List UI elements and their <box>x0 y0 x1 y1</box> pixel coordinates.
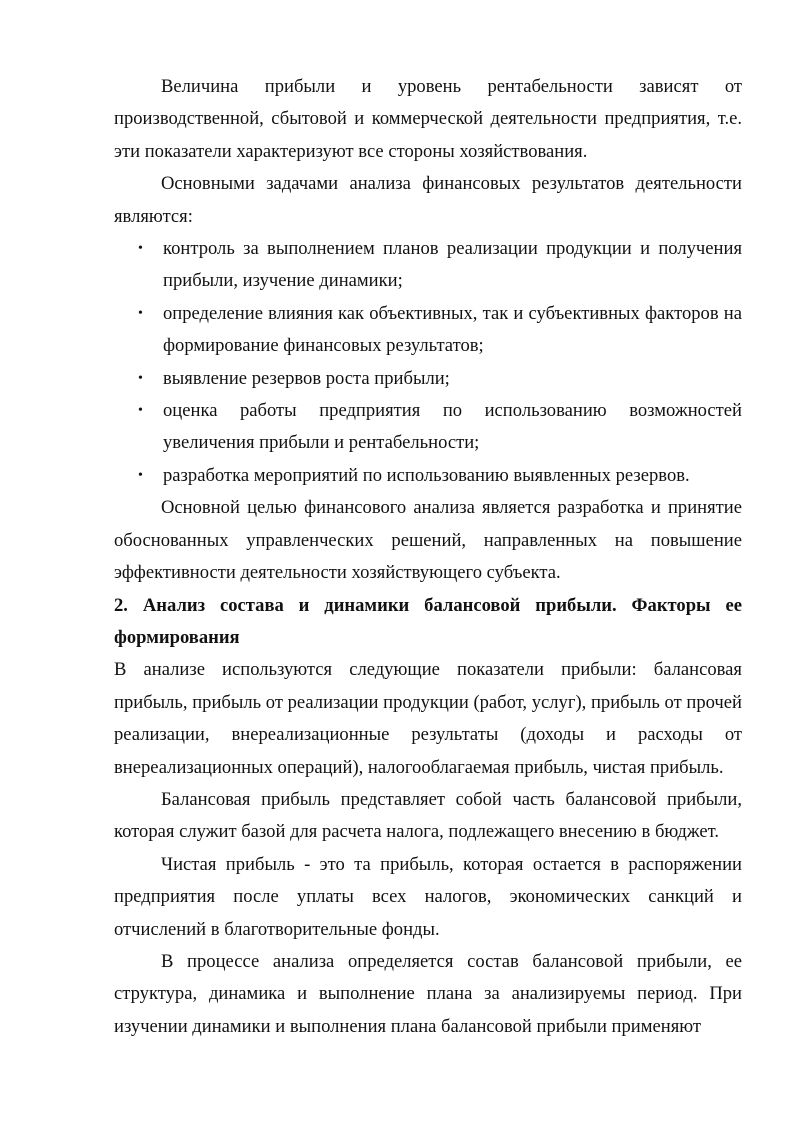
analysis-tasks-list <box>114 233 742 492</box>
bullet-icon: • <box>138 467 143 483</box>
list-item-text: контроль за выполнением планов реализации продукции и получения прибыли, изучение динамики; <box>163 238 742 292</box>
list-item-text: оценка работы предприятия по использованию возможностей увеличения прибыли и рентабельности; <box>163 400 742 454</box>
paragraph-analysis-process: В процессе анализа определяется состав балансовой прибыли, ее структура, динамика и выполнение плана за анализируемы период. При изучении динамики и выполнения плана балансовой прибыли применяют <box>114 950 742 1037</box>
bullet-icon: • <box>138 241 143 257</box>
list-item <box>114 395 742 460</box>
paragraph-financial-analysis-goal: Основной целью финансового анализа является разработка и принятие обоснованных управленческих решений, направленных на повышение эффективности деятельности хозяйствующего субъекта. <box>114 497 742 584</box>
paragraph-net-profit: Чистая прибыль - это та прибыль, которая остается в распоряжении предприятия после уплаты всех налогов, экономических санкций и отчислений в благотворительные фонды. <box>114 853 742 940</box>
document-page <box>114 71 742 1043</box>
paragraph-profit-profitability: Величина прибыли и уровень рентабельности зависят от производственной, сбытовой и коммерческой деятельности предприятия, т.е. эти показатели характеризуют все стороны хозяйствования. <box>114 76 742 162</box>
paragraph-profit-indicators: В анализе используются следующие показатели прибыли: балансовая прибыль, прибыль от реализации продукции (работ, услуг), прибыль от прочей реализации, внереализационные результаты (доходы и расходы от внереализационных операций), налогооблагаемая прибыль, чистая прибыль. <box>114 659 742 778</box>
list-item <box>114 460 742 492</box>
section-heading: 2. Анализ состава и динамики балансовой прибыли. Факторы ее формирования <box>114 594 742 648</box>
list-item <box>114 363 742 395</box>
bullet-icon: • <box>138 403 143 419</box>
list-item-text: разработка мероприятий по использованию выявленных резервов. <box>163 464 690 486</box>
bullet-icon: • <box>138 305 143 321</box>
list-item-text: определение влияния как объективных, так и субъективных факторов на формирование финансовых результатов; <box>163 302 742 357</box>
paragraph-analysis-tasks-intro: Основными задачами анализа финансовых результатов деятельности являются: <box>114 173 742 227</box>
list-item <box>114 298 742 363</box>
list-item-text: выявление резервов роста прибыли; <box>163 367 450 389</box>
bullet-icon: • <box>138 370 143 386</box>
paragraph-balance-profit: Балансовая прибыль представляет собой часть балансовой прибыли, которая служит базой для расчета налога, подлежащего внесению в бюджет. <box>114 788 742 843</box>
list-item <box>114 233 742 298</box>
